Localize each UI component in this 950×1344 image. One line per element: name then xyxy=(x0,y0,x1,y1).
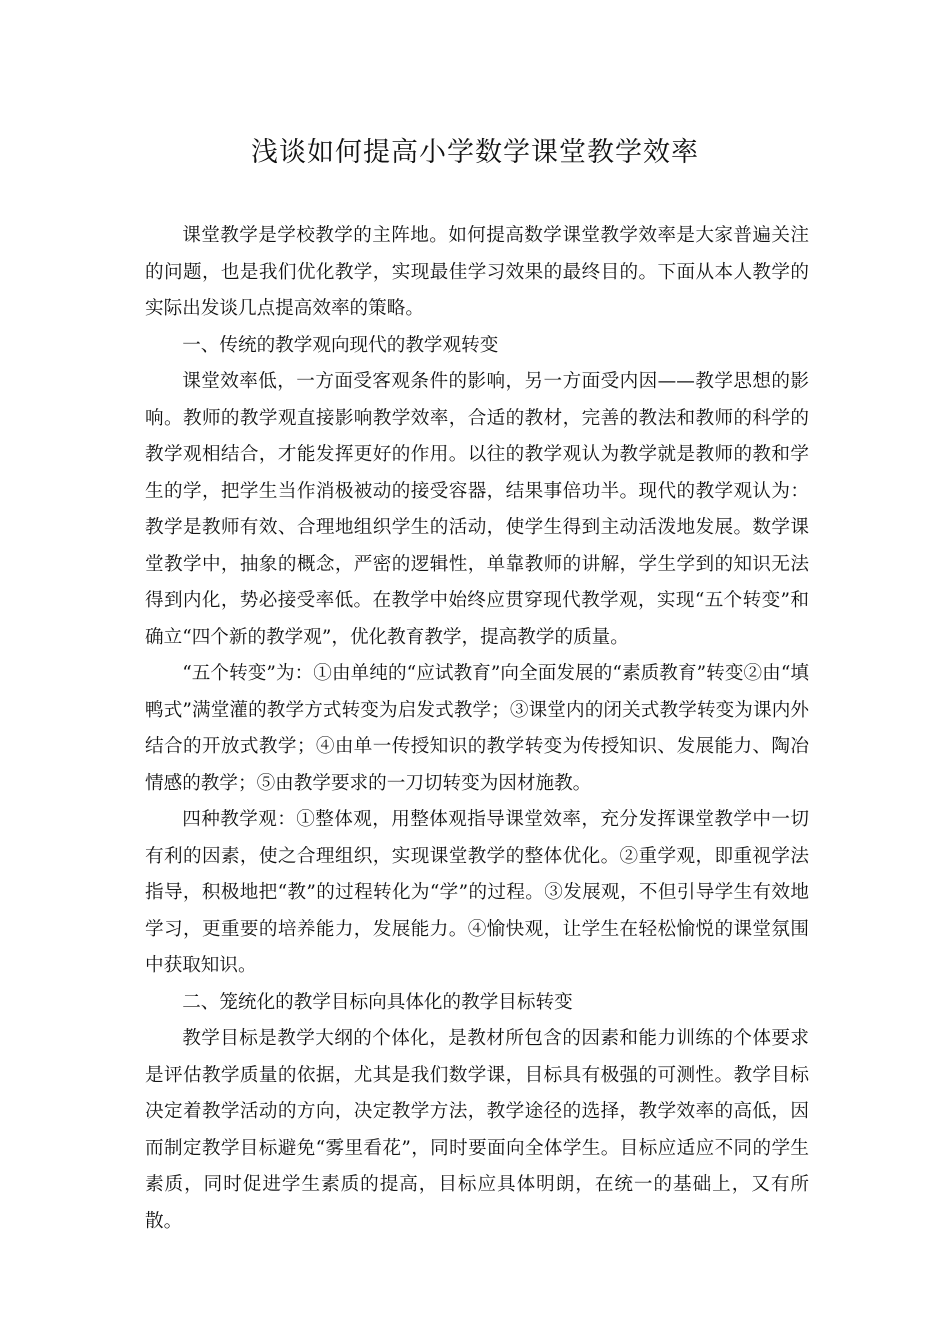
paragraph-intro: 课堂教学是学校教学的主阵地。如何提高数学课堂教学效率是大家普遍关注的问题，也是我们优化教学，实现最佳学习效果的最终目的。下面从本人教学的实际出发谈几点提高效率的策略。 xyxy=(145,225,809,319)
document-title: 浅谈如何提高小学数学课堂教学效率 xyxy=(251,137,699,168)
section-heading-2: 二、笼统化的教学目标向具体化的教学目标转变 xyxy=(182,991,573,1013)
paragraph-teaching-view: 课堂效率低，一方面受客观条件的影响，另一方面受内因——教学思想的影响。教师的教学观直接影响教学效率，合适的教材，完善的教法和教师的科学的教学观相结合，才能发挥更好的作用。以往的教学观认为教学就是教师的教和学生的学，把学生当作消极被动的接受容器，结果事倍功半。现代的教学观认为：教学是教师有效、合理地组织学生的活动，使学生得到主动活泼地发展。数学课堂教学中，抽象的概念，严密的逻辑性，单靠教师的讲解，学生学到的知识无法得到内化，势必接受率低。在教学中始终应贯穿现代教学观，实现“五个转变”和确立“四个新的教学观”，优化教育教学，提高教学的质量。 xyxy=(145,371,809,648)
paragraph-four-views: 四种教学观：①整体观，用整体观指导课堂效率，充分发挥课堂教学中一切有利的因素，使之合理组织，实现课堂教学的整体优化。②重学观，即重视学法指导，积极地把“教”的过程转化为“学”的过程。③发展观，不但引导学生有效地学习，更重要的培养能力，发展能力。④愉快观，让学生在轻松愉悦的课堂氛围中获取知识。 xyxy=(145,809,809,976)
paragraph-five-changes: “五个转变”为：①由单纯的“应试教育”向全面发展的“素质教育”转变②由“填鸭式”满堂灌的教学方式转变为启发式教学；③课堂内的闭关式教学转变为课内外结合的开放式教学；④由单一传授知识的教学转变为传授知识、发展能力、陶冶情感的教学；⑤由教学要求的一刀切转变为因材施教。 xyxy=(145,663,809,794)
paragraph-teaching-goals: 教学目标是教学大纲的个体化，是教材所包含的因素和能力训练的个体要求是评估教学质量的依据，尤其是我们数学课，目标具有极强的可测性。教学目标决定着教学活动的方向，决定教学方法，教学途径的选择，教学效率的高低，因而制定教学目标避免“雾里看花”，同时要面向全体学生。目标应适应不同的学生素质，同时促进学生素质的提高，目标应具体明朗，在统一的基础上，又有所散。 xyxy=(145,1028,809,1232)
section-heading-1: 一、传统的教学观向现代的教学观转变 xyxy=(182,334,499,356)
document-body xyxy=(145,218,809,1240)
